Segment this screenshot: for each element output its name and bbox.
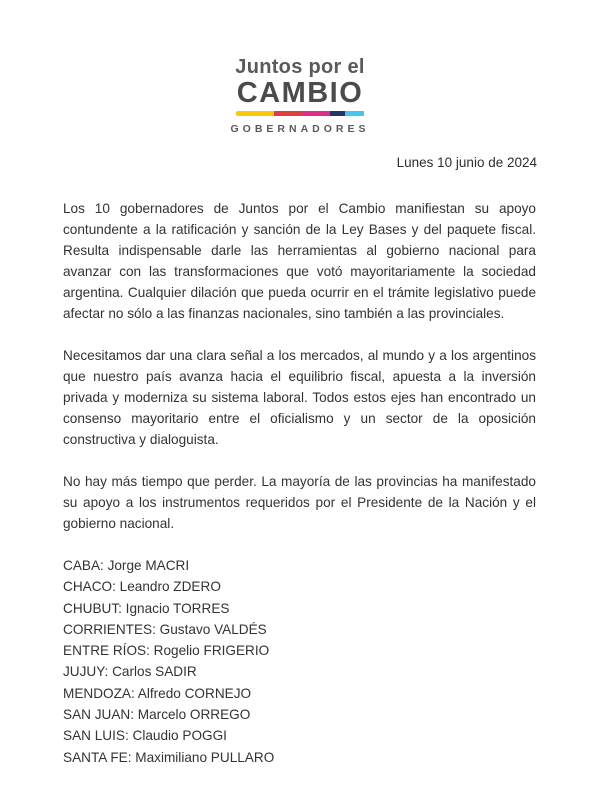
juntos-por-el-cambio-logo xyxy=(0,0,600,135)
logo-line-juntos-por-el: Juntos por el xyxy=(235,56,365,78)
signatories-list xyxy=(0,555,600,768)
stripe-segment-cyan xyxy=(345,111,364,116)
signatory-line-chaco: CHACO: Leandro ZDERO xyxy=(63,579,221,595)
signatory-line-caba: CABA: Jorge MACRI xyxy=(63,558,190,573)
paragraph-3: No hay más tiempo que perder. La mayoría de las provincias ha manifestado su apoyo a los instrumentos requeridos por el Presidente de la Nación y el gobierno nacional. xyxy=(63,474,536,531)
paragraph-2: Necesitamos dar una clara señal a los mercados, al mundo y a los argentinos que nuestro país avanza hacia el equilibrio fiscal, apuesta a la inversión privada y moderniza su sistema laboral. Todos estos ejes han encontrado un consenso mayoritario entre el oficialismo y un sector de la oposición constructiva y dialoguista. xyxy=(63,348,536,447)
statement-body xyxy=(0,170,600,534)
signatory-line-santa-fe: SANTA FE: Maximiliano PULLARO xyxy=(63,749,275,765)
paragraph-1: Los 10 gobernadores de Juntos por el Cambio manifiestan su apoyo contundente a la ratificación y sanción de la Ley Bases y del paquete fiscal. Resulta indispensable darle las herramientas al gobierno nacional para avanzar con las transformaciones que votó mayoritariamente la sociedad argentina. Cualquier dilación que pueda ocurrir en el trámite legislativo puede afectar no sólo a las finanzas nacionales, sino también a las provinciales. xyxy=(63,201,536,321)
stripe-segment-yellow xyxy=(236,111,274,116)
logo-color-stripe xyxy=(236,111,365,116)
signatory-line-mendoza: MENDOZA: Alfredo CORNEJO xyxy=(63,685,252,701)
logo-line-gobernadores: GOBERNADORES xyxy=(230,123,370,135)
stripe-segment-navy xyxy=(330,111,345,116)
stripe-segment-red xyxy=(274,111,302,116)
logo-line-cambio: CAMBIO xyxy=(236,77,364,109)
signatory-line-entre-rios: ENTRE RÍOS: Rogelio FRIGERIO xyxy=(63,643,270,659)
signatory-line-san-juan: SAN JUAN: Marcelo ORREGO xyxy=(63,707,251,723)
signatory-line-corrientes: CORRIENTES: Gustavo VALDÉS xyxy=(63,621,267,637)
date-line: Lunes 10 junio de 2024 xyxy=(396,155,537,170)
signatory-line-san-luis: SAN LUIS: Claudio POGGI xyxy=(63,728,227,744)
stripe-segment-magenta xyxy=(301,111,329,116)
signatory-line-jujuy: JUJUY: Carlos SADIR xyxy=(63,664,197,680)
signatory-line-chubut: CHUBUT: Ignacio TORRES xyxy=(63,600,230,616)
